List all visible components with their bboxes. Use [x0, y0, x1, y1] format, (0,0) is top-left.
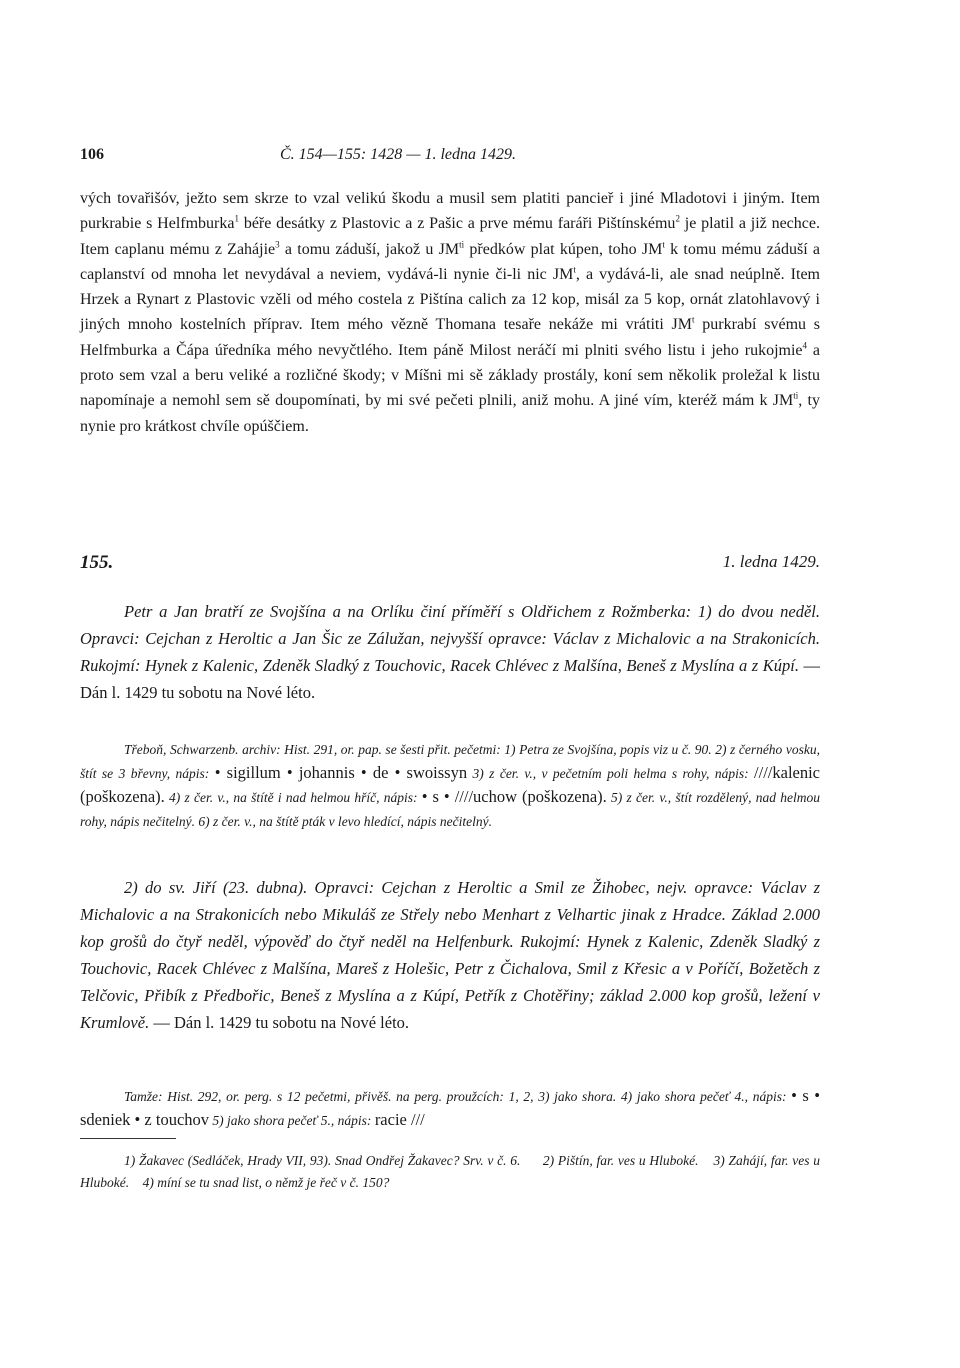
abbreviation-superscript: ti [793, 391, 799, 402]
footnote-ref-2: 2 [675, 213, 680, 224]
text-segment: je platil a již nechce. Item caplanu mému z Zahájie [80, 215, 820, 258]
text-segment: k tomu mému záduší a caplanství od mnoha let nevydával a neviem, vydává-li nynie či-li nic JM [80, 240, 821, 283]
footnote-ref-1: 1 [234, 213, 239, 224]
regest-1 [80, 598, 820, 706]
text-segment: béře desátky z Plastovic a z Pašic a prve mému faráři Pištínskému [239, 215, 676, 233]
archival-text: 5) z čer. v., štít rozdělený, nad helmou rohy, nápis nečitelný. 6) z čer. v., na štítě pták v levo hledící, nápis nečitelný. [80, 790, 821, 829]
abbreviation-superscript: t [692, 315, 695, 326]
abbreviation-superscript: t [662, 239, 665, 250]
text-segment: vých tovařišóv, ježto sem skrze to vzal velikú škodu a musil sem platiti pancieř i jiné Mladotovi i jiným. Item purkrabie s Helfmburka [80, 190, 820, 233]
dating-clause: — Dán l. 1429 tu sobotu na Nové léto. [80, 656, 820, 702]
dating-clause: — Dán l. 1429 tu sobotu na Nové léto. [149, 1013, 410, 1032]
seal-legend: • sigillum • johannis • de • swoissyn [214, 763, 468, 783]
seal-legend: • s • sdeniek • z touchov [80, 1086, 820, 1129]
text-segment: , ty nynie pro krátkost chvíle opúščiem. [80, 392, 820, 435]
footnotes [80, 1150, 820, 1194]
footnote-1: 1) Žakavec (Sedláček, Hrady VII, 93). Snad Ondřej Žakavec? Srv. v č. 6. [124, 1153, 521, 1168]
footnote-2: 2) Pištín, far. ves u Hluboké. [542, 1153, 699, 1168]
archival-text: 3) z čer. v., v pečetním poli helma s rohy, nápis: [467, 766, 755, 782]
seal-legend: • s • ////uchow (poškozena). [421, 787, 607, 807]
continued-text-paragraph [80, 186, 820, 439]
text-segment: purkrabí svému s Helfmburka a Čápa úředníka mého nevyčtlého. Item páně Milost neráčí mi plniti svého listu i jeho rukojmie [80, 316, 821, 359]
footnote-rule [80, 1138, 176, 1139]
abbreviation-superscript: ti [459, 239, 465, 250]
regest-2 [80, 874, 820, 1036]
footnote-3: 3) Zahájí, far. ves u Hluboké. [80, 1153, 820, 1190]
regest-text: 2) do sv. Jiří (23. dubna). Opravci: Cejchan z Heroltic a Smil ze Žihobec, nejv. opravce: Václav z Michalovic a na Strakonicích nebo Mikuláš ze Střely nebo Menhart z Velhartic jinak z Hradce. Základ 2.000 kop grošů do čtyř neděl, výpověď do čtyř neděl na Helfenburk. Rukojmí: Hynek z Kalenic, Zdeněk Sladký z Touchovic, Racek Chlévec z Malšína, Mareš z Holešic, Petr z Čichalova, Smil z Křesic a v Poříčí, Božetěch z Telčovic, Přibík z Předbořic, Beneš z Myslína a z Kúpí, Petřík z Chotěřiny; základ 2.000 kop grošů, ležení v Krumlově. [80, 878, 820, 1032]
abbreviation-superscript: t [573, 264, 576, 275]
regest-text: Petr a Jan bratří ze Svojšína a na Orlíku činí příměří s Oldřichem z Rožmberka: 1) do dvou neděl. Opravci: Cejchan z Heroltic a Jan Šic ze Zálužan, nejvyšší opravce: Václav z Michalovic a na Strakonicích. Rukojmí: Hynek z Kalenic, Zdeněk Sladký z Touchovic, Racek Chlévec z Malšína, Beneš z Myslína a z Kúpí. [80, 602, 820, 675]
running-title: Č. 154—155: 1428 — 1. ledna 1429. [280, 146, 516, 163]
archival-text: 5) jako shora pečeť 5., nápis: [209, 1113, 375, 1128]
archival-text: 4) z čer. v., na štítě i nad helmou hříč, nápis: [164, 790, 422, 806]
running-head [80, 146, 820, 168]
footnote-4: 4) míní se tu snad list, o němž je řeč v č. 150? [142, 1175, 390, 1190]
text-segment: předków plat kúpen, toho JM [464, 240, 663, 258]
footnote-ref-3: 3 [275, 239, 280, 250]
footnote-ref-4: 4 [802, 340, 808, 351]
document-date: 1. ledna 1429. [722, 552, 820, 571]
archival-text: Tamže: Hist. 292, or. perg. s 12 pečetmi, přivěš. na perg. proužcích: 1, 2, 3) jako shora. 4) jako shora pečeť 4., nápis: [124, 1089, 792, 1104]
seal-legend: racie /// [374, 1110, 425, 1129]
document-number: 155. [80, 552, 114, 573]
text-segment: a tomu záduší, jakož u JM [279, 240, 460, 258]
archival-text: Třeboň, Schwarzenb. archiv: Hist. 291, or. pap. se šesti přit. pečetmi: 1) Petra ze Svojšína, popis viz u č. 90. 2) z černého vosku, štít se 3 břevny, nápis: [80, 742, 820, 782]
page-number: 106 [80, 146, 104, 163]
archival-note-1 [80, 738, 820, 833]
document-header [80, 552, 820, 578]
text-segment: , a vydává-li, ale snad neúplně. Item Hrzek a Rynart z Plastovic vzěli od mého costela z Pištína calich za 12 kop, misál za 5 kop, ornát zlatohlavový i jiných mnoho kostelních příprav. Item mého vězně Thomana tesaře nekáže mi vrátiti JM [80, 265, 821, 334]
archival-note-2 [80, 1084, 820, 1132]
text-segment: a proto sem vzal a beru veliké a rozličné škody; v Míšni mi sě základy prostály, koní sem několik proležal k listu napomínaje a nemohl sem sě doupomínati, by mi své pečeti plnili, aniž mohu. A jiné vím, kteréž mám k JM [80, 341, 820, 410]
seal-legend: ////kalenic (poškozena). [80, 763, 821, 807]
